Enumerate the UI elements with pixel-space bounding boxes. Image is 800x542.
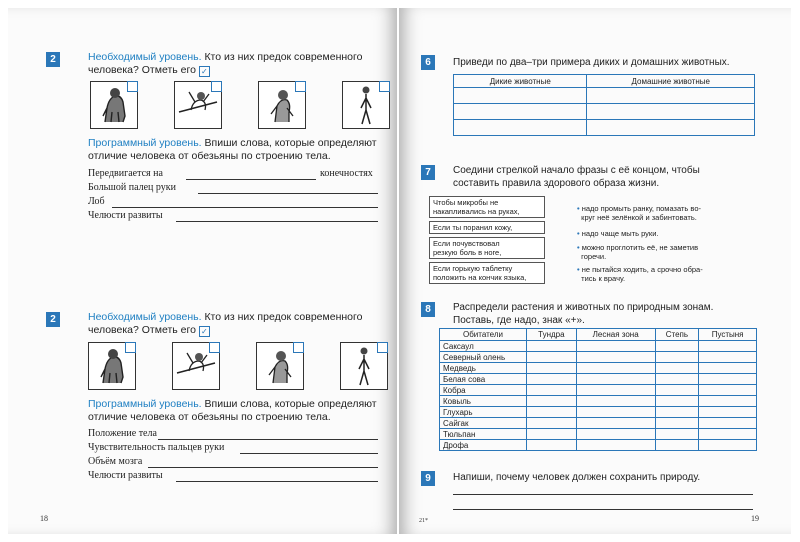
select-checkbox[interactable] [293,342,304,353]
row-label: Кобра [440,385,527,396]
row-label: Ковыль [440,396,527,407]
select-checkbox[interactable] [209,342,220,353]
table-cell[interactable] [655,341,699,352]
row-label: Чувствительность пальцев руки [88,442,225,453]
task-question [88,311,388,337]
instruction-line2: отличие человека от обезьяны по строению тела. [88,150,331,162]
page-number: 19 [751,514,759,523]
table-cell[interactable] [527,385,577,396]
left-page [8,8,397,534]
task-question [88,51,388,77]
task-instruction [88,398,393,424]
table-cell[interactable] [655,407,699,418]
instruction-line2: отличие человека от обезьяны по строению тела. [88,411,331,423]
row-label: Дрофа [440,440,527,451]
table-cell[interactable] [655,363,699,374]
select-checkbox[interactable] [377,342,388,353]
table-cell[interactable] [576,418,655,429]
table-cell[interactable] [527,352,577,363]
phrase-text: надо чаще мыть руки. [581,229,659,238]
phrase-text: горечи. [581,252,607,261]
monkey-on-branch-picture [172,342,220,390]
table-cell[interactable] [527,363,577,374]
table-cell[interactable] [655,352,699,363]
table-cell[interactable] [576,341,655,352]
table-cell[interactable] [576,396,655,407]
level-label: Программный уровень. [88,398,202,410]
row-suffix: конечностях [320,168,373,179]
level-label: Необходимый уровень. [88,51,202,63]
answer-line[interactable] [176,221,378,222]
table-cell[interactable] [699,341,757,352]
row-label: Медведь [440,363,527,374]
phrase-text: Если ты поранил кожу, [433,223,513,232]
table-header: Обитатели [440,329,527,341]
page-number: 18 [40,514,48,523]
task-number-badge: 8 [421,302,435,317]
table-header: Дикие животные [454,75,587,88]
table-cell[interactable] [699,363,757,374]
gorilla-picture [90,81,138,129]
table-cell[interactable] [527,374,577,385]
select-checkbox[interactable] [211,81,222,92]
task-text-line2: составить правила здорового образа жизни. [453,178,660,189]
task-number-badge: 6 [421,55,435,70]
answer-line[interactable] [240,453,378,454]
table-cell[interactable] [699,440,757,451]
answer-line[interactable] [158,439,378,440]
monkey-on-branch-picture [174,81,222,129]
phrase-text: круг неё зелёнкой и забинтовать. [581,213,697,222]
table-cell[interactable] [527,440,577,451]
table-cell[interactable] [699,385,757,396]
row-label: Положение тела [88,428,157,439]
table-cell[interactable] [576,407,655,418]
row-label: Объём мозга [88,456,143,467]
chimpanzee-picture [258,81,306,129]
task-text-line2: Поставь, где надо, знак «+». [453,315,585,326]
answer-line[interactable] [453,509,753,510]
task-number-badge: 9 [421,471,435,486]
instruction-line1: Впиши слова, которые определяют [204,137,377,149]
phrase-text: надо промыть ранку, помазать во- [581,204,701,213]
table-cell[interactable] [699,374,757,385]
table-cell[interactable] [655,440,699,451]
answer-line[interactable] [453,494,753,495]
select-checkbox[interactable] [379,81,390,92]
phrase-text: тись к врачу. [581,274,626,283]
phrase-text: положить на кончик языка, [433,273,527,282]
table-header: Лесная зона [576,329,655,341]
row-label: Северный олень [440,352,527,363]
table-cell[interactable] [699,396,757,407]
table-cell[interactable] [699,407,757,418]
level-label: Программный уровень. [88,137,202,149]
phrase-end-item[interactable]: • можно проглотить её, не заметив горечи. [577,243,699,261]
table-cell[interactable] [655,374,699,385]
row-label: Белая сова [440,374,527,385]
chimpanzee-picture [256,342,304,390]
task-text [453,164,783,190]
table-cell[interactable] [699,418,757,429]
level-label: Необходимый уровень. [88,311,202,323]
table-cell[interactable] [576,385,655,396]
phrase-end-item[interactable]: • надо промыть ранку, помазать во- круг неё зелёнкой и забинтовать. [577,204,701,222]
table-cell[interactable] [527,407,577,418]
phrase-text: Если почувствовал [433,239,500,248]
animals-table [453,74,755,136]
table-cell[interactable] [699,429,757,440]
phrase-start-box[interactable] [429,262,545,284]
gorilla-picture [88,342,136,390]
natural-zones-table [439,328,757,451]
task-number-badge: 7 [421,165,435,180]
task-text: Напиши, почему человек должен сохранить природу. [453,472,701,483]
question-line2: человека? Отметь его [88,324,196,336]
row-label: Лоб [88,196,105,207]
right-page [399,8,791,534]
table-cell[interactable] [587,104,755,120]
task-text [453,301,783,327]
signature-mark: 21* [419,518,428,524]
phrase-text: можно проглотить её, не заметив [581,243,699,252]
table-cell[interactable] [655,429,699,440]
phrase-end-item[interactable]: • надо чаще мыть руки. [577,229,659,238]
answer-line[interactable] [112,207,378,208]
answer-line[interactable] [176,481,378,482]
phrase-text: Чтобы микробы не [433,198,499,207]
table-header: Пустыня [699,329,757,341]
phrase-start-box[interactable] [429,196,545,218]
row-label: Челюсти развиты [88,470,163,481]
select-checkbox[interactable] [125,342,136,353]
early-human-picture [342,81,390,129]
table-header: Тундра [527,329,577,341]
row-label: Челюсти развиты [88,210,163,221]
task-number-badge: 2 [46,312,60,327]
phrase-text: резкую боль в ноге, [433,248,502,257]
row-label: Саксаул [440,341,527,352]
table-cell[interactable] [454,104,587,120]
phrase-start-box[interactable] [429,221,545,234]
question-line1: Кто из них предок современного [204,311,363,323]
table-cell[interactable] [454,88,587,104]
table-cell[interactable] [587,120,755,136]
task-text-line1: Соедини стрелкой начало фразы с её концом, чтобы [453,165,700,176]
answer-line[interactable] [198,193,378,194]
table-cell[interactable] [655,418,699,429]
question-line2: человека? Отметь его [88,64,196,76]
row-label: Глухарь [440,407,527,418]
table-cell[interactable] [655,396,699,407]
answer-line[interactable] [186,179,316,180]
phrase-text: накапливались на руках, [433,207,520,216]
task-text: Приведи по два–три примера диких и домашних животных. [453,57,730,68]
table-cell[interactable] [576,429,655,440]
row-label: Тюльпан [440,429,527,440]
task-text-line1: Распредели растения и животных по природным зонам. [453,302,714,313]
early-human-picture [340,342,388,390]
table-cell[interactable] [576,374,655,385]
phrase-text: не пытайся ходить, а срочно обра- [581,265,703,274]
table-cell[interactable] [576,363,655,374]
table-cell[interactable] [699,352,757,363]
answer-checkbox[interactable]: ✓ [199,326,210,337]
task-number-badge: 2 [46,52,60,67]
table-cell[interactable] [655,385,699,396]
table-cell[interactable] [527,341,577,352]
table-cell[interactable] [527,429,577,440]
row-label: Сайгак [440,418,527,429]
table-header: Степь [655,329,699,341]
table-cell[interactable] [587,88,755,104]
table-cell[interactable] [527,418,577,429]
table-cell[interactable] [576,352,655,363]
phrase-end-item[interactable]: • не пытайся ходить, а срочно обра- тись к врачу. [577,265,703,283]
table-cell[interactable] [576,440,655,451]
phrase-text: Если горькую таблетку [433,264,513,273]
phrase-start-box[interactable] [429,237,545,259]
question-line1: Кто из них предок современного [204,51,363,63]
row-label: Передвигается на [88,168,163,179]
answer-line[interactable] [148,467,378,468]
answer-checkbox[interactable]: ✓ [199,66,210,77]
select-checkbox[interactable] [295,81,306,92]
table-cell[interactable] [527,396,577,407]
select-checkbox[interactable] [127,81,138,92]
instruction-line1: Впиши слова, которые определяют [204,398,377,410]
row-label: Большой палец руки [88,182,176,193]
table-header: Домашние животные [587,75,755,88]
table-cell[interactable] [454,120,587,136]
task-instruction [88,137,393,163]
